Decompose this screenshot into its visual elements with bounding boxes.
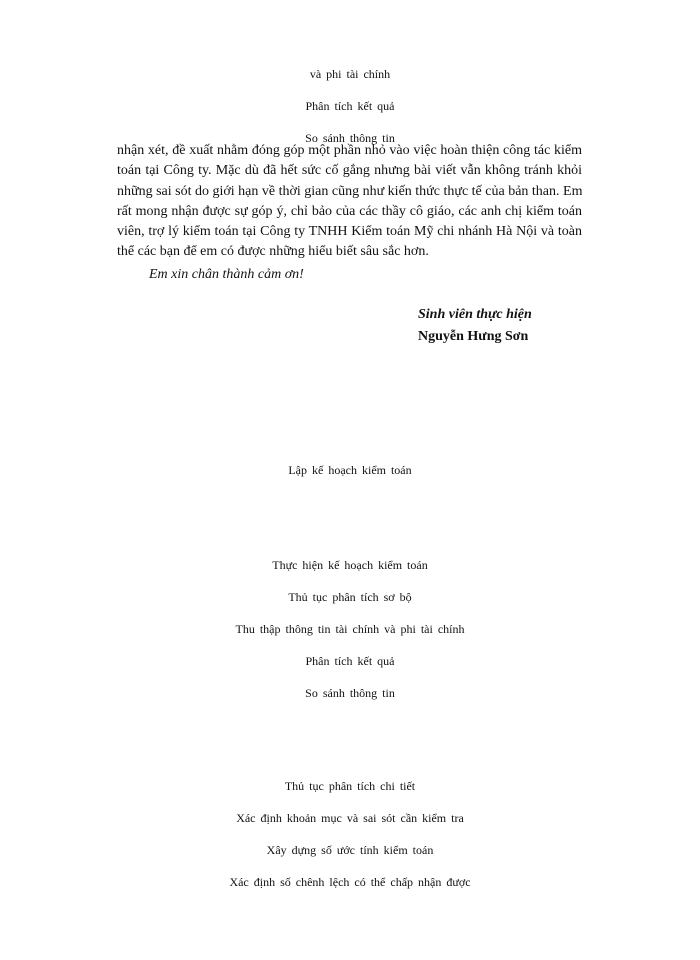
fragment-analyze-results: Phân tích kết quả xyxy=(305,99,395,113)
paragraph-line: viên, trợ lý kiểm toán tại Công ty TNHH Kiểm toán Mỹ chi nhánh Hà Nội và toàn xyxy=(117,224,582,240)
fragment-nonfinancial: và phi tài chính xyxy=(309,67,391,81)
diagram-estimate: Xây dựng số ước tính kiểm toán xyxy=(266,843,434,857)
diagram-difference: Xác định số chênh lệch có thể chấp nhận được xyxy=(229,875,471,889)
paragraph-line: những sai sót do giới hạn về thời gian cũng như kiến thức thực tế của bản than. Em xyxy=(117,183,582,199)
paragraph-line: toán tại Công ty. Mặc dù đã hết sức cố gắng nhưng bài viết vẫn không tránh khỏi xyxy=(117,163,582,179)
signature-name: Nguyễn Hưng Sơn xyxy=(418,329,529,344)
diagram-preliminary: Thủ tục phân tích sơ bộ xyxy=(288,590,412,604)
diagram-execution: Thực hiện kế hoạch kiểm toán xyxy=(272,558,428,572)
thanks-line: Em xin chân thành cảm ơn! xyxy=(149,267,304,282)
diagram-identify: Xác định khoản mục và sai sót cần kiểm tra xyxy=(236,811,464,825)
diagram-collect: Thu thập thông tin tài chính và phi tài chính xyxy=(235,622,465,636)
conclusion-paragraph xyxy=(117,141,582,263)
fragment-compare-info: So sánh thông tin xyxy=(305,131,395,145)
diagram-planning: Lập kế hoạch kiểm toán xyxy=(288,463,412,477)
diagram-analyze: Phân tích kết quả xyxy=(305,654,395,668)
paragraph-line: rất mong nhận được sự góp ý, chỉ bảo của các thầy cô giáo, các anh chị kiểm toán xyxy=(117,203,582,219)
paragraph-line: thể các bạn để em có được những hiểu biết sâu sắc hơn. xyxy=(117,244,429,260)
diagram-compare: So sánh thông tin xyxy=(305,686,395,700)
paragraph-line: nhận xét, đề xuất nhằm đóng góp một phần nhỏ vào việc hoàn thiện công tác kiểm xyxy=(117,143,582,158)
signature-role: Sinh viên thực hiện xyxy=(418,307,532,322)
diagram-detailed: Thủ tục phân tích chi tiết xyxy=(284,779,416,793)
